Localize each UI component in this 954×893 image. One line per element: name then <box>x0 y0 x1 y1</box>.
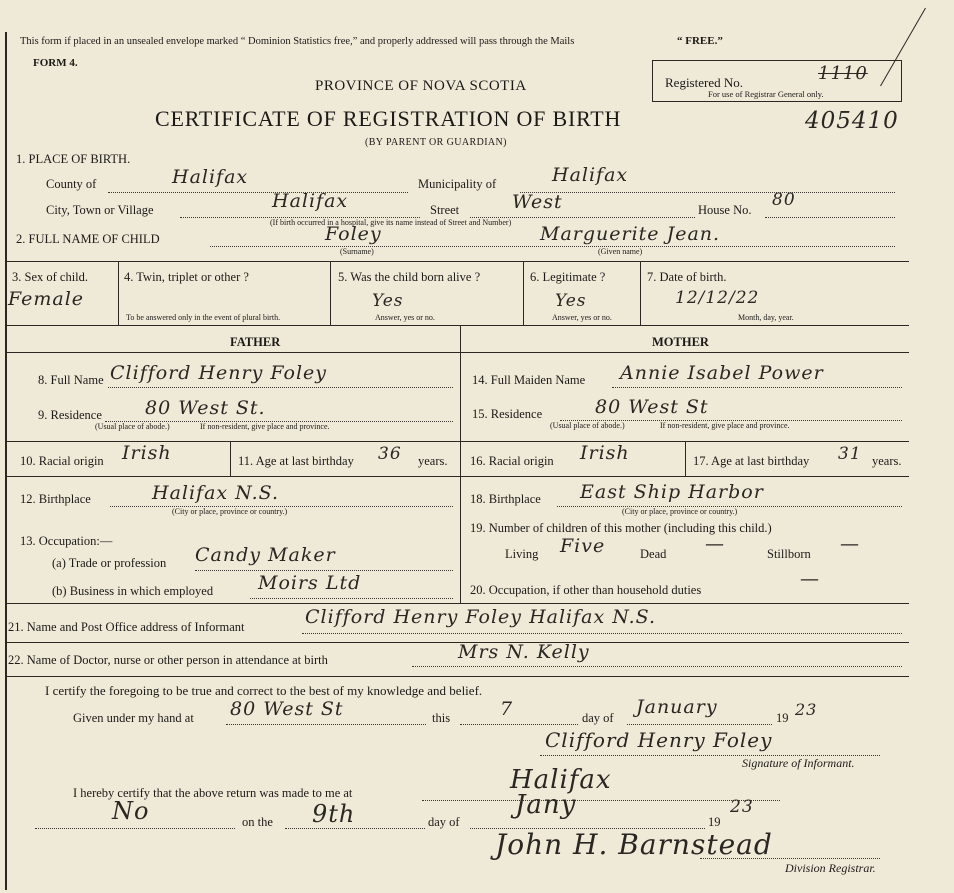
full-name-child-label: 2. FULL NAME OF CHILD <box>16 232 160 246</box>
made-at-line <box>422 800 780 801</box>
father-racial-label: 10. Racial origin <box>20 454 104 468</box>
left-line <box>35 828 235 829</box>
street-label: Street <box>430 203 460 217</box>
mother-residence-label: 15. Residence <box>472 407 543 421</box>
municipality-label: Municipality of <box>418 177 497 191</box>
made-year-value: 23 <box>730 797 754 817</box>
mother-maiden-label: 14. Full Maiden Name <box>472 373 586 387</box>
business-label: (b) Business in which employed <box>52 584 214 598</box>
father-name-value: Clifford Henry Foley <box>110 362 328 384</box>
mother-maiden-value: Annie Isabel Power <box>620 362 824 384</box>
city-value: Halifax <box>272 190 349 212</box>
registered-number: 1110 <box>818 63 868 84</box>
made-day-line <box>285 828 425 829</box>
date-of-birth-label: 7. Date of birth. <box>647 270 727 284</box>
given-at-value: 80 West St <box>230 698 344 720</box>
doctor-label: 22. Name of Doctor, nurse or other person in attendance at birth <box>8 653 328 667</box>
house-no-line <box>765 217 895 218</box>
place-of-birth-label: 1. PLACE OF BIRTH. <box>16 152 131 166</box>
registration-no-mark: No <box>112 797 150 825</box>
day-of-label: day of <box>582 711 614 725</box>
given-under-label: Given under my hand at <box>73 711 194 725</box>
child-given-name: Marguerite Jean. <box>540 223 721 245</box>
county-line <box>108 192 408 193</box>
father-age-label: 11. Age at last birthday <box>238 454 354 468</box>
rule <box>6 676 909 677</box>
mail-free: “ FREE.” <box>677 35 723 47</box>
business-value: Moirs Ltd <box>258 572 362 594</box>
this-label: this <box>432 711 451 725</box>
father-residence-label: 9. Residence <box>38 408 102 422</box>
father-name-label: 8. Full Name <box>38 373 104 387</box>
informant-line <box>302 633 902 634</box>
municipality-line <box>520 192 895 193</box>
divider <box>118 261 119 325</box>
made-day-value: 9th <box>312 800 356 828</box>
given-day-line <box>460 724 578 725</box>
county-value: Halifax <box>172 166 249 188</box>
mother-birthplace-label: 18. Birthplace <box>470 492 541 506</box>
division-registrar-label: Division Registrar. <box>785 861 876 875</box>
given-name-note: (Given name) <box>598 247 643 256</box>
given-year-value: 23 <box>795 700 818 719</box>
mother-nonresident-note: If non-resident, give place and province. <box>660 421 790 430</box>
twin-label: 4. Twin, triplet or other ? <box>124 270 249 284</box>
signature-informant-label: Signature of Informant. <box>742 756 855 770</box>
father-abode-note: (Usual place of abode.) <box>95 422 170 431</box>
rule-bottom-row <box>6 325 909 326</box>
born-alive-label: 5. Was the child born alive ? <box>338 270 481 284</box>
made-at-value: Halifax <box>510 765 612 795</box>
twin-note: To be answered only in the event of plural birth. <box>126 313 281 322</box>
registered-box <box>652 60 902 102</box>
children-label: 19. Number of children of this mother (including this child.) <box>470 521 772 535</box>
born-alive-value: Yes <box>372 291 404 311</box>
business-line <box>250 598 453 599</box>
divider <box>640 261 641 325</box>
father-heading: FATHER <box>230 335 281 349</box>
form-number: FORM 4. <box>33 57 78 69</box>
day-of-label-2: day of <box>428 815 460 829</box>
year-prefix-2: 19 <box>708 815 721 829</box>
living-value: Five <box>560 535 606 557</box>
province-heading: PROVINCE OF NOVA SCOTIA <box>315 78 527 94</box>
divider <box>330 261 331 325</box>
registrar-signature-line <box>700 858 880 859</box>
column-divider <box>460 325 461 603</box>
child-name-line <box>210 246 895 247</box>
rule <box>6 476 909 477</box>
father-residence-value: 80 West St. <box>145 397 266 419</box>
surname-note: (Surname) <box>340 247 374 256</box>
child-surname: Foley <box>325 223 382 245</box>
given-month-line <box>627 724 772 725</box>
mother-abode-note: (Usual place of abode.) <box>550 421 625 430</box>
father-years: years. <box>418 454 448 468</box>
father-name-line <box>108 387 453 388</box>
rule-top-row <box>6 261 909 262</box>
county-label: County of <box>46 177 97 191</box>
mother-birthplace-note: (City or place, province or country.) <box>622 507 738 516</box>
mother-heading: MOTHER <box>652 335 709 349</box>
doctor-value: Mrs N. Kelly <box>458 641 590 663</box>
father-age-value: 36 <box>378 444 402 464</box>
street-value: West <box>512 191 563 213</box>
doctor-line <box>412 666 902 667</box>
certificate-subtitle: (BY PARENT OR GUARDIAN) <box>365 137 507 148</box>
mother-residence-value: 80 West St <box>595 396 709 418</box>
legitimate-note: Answer, yes or no. <box>552 313 612 322</box>
mother-age-label: 17. Age at last birthday <box>693 454 810 468</box>
stillborn-label: Stillborn <box>767 547 811 561</box>
mother-birthplace-value: East Ship Harbor <box>580 481 764 503</box>
given-month-value: January <box>636 696 718 718</box>
made-month-value: Jany <box>515 790 577 820</box>
divider <box>230 441 231 476</box>
given-day-value: 7 <box>500 698 514 720</box>
father-birthplace-note: (City or place, province or country.) <box>172 507 288 516</box>
divider <box>523 261 524 325</box>
mother-maiden-line <box>612 387 902 388</box>
given-at-line <box>226 724 426 725</box>
mother-racial-label: 16. Racial origin <box>470 454 554 468</box>
informant-label: 21. Name and Post Office address of Informant <box>8 620 245 634</box>
dead-label: Dead <box>640 547 667 561</box>
father-racial-value: Irish <box>122 442 172 464</box>
house-no-label: House No. <box>698 203 752 217</box>
date-note: Month, day, year. <box>738 313 794 322</box>
mail-notice: This form if placed in an unsealed envelope marked “ Dominion Statistics free,” and properly addressed will pass through the Mails <box>20 36 575 47</box>
informant-signature: Clifford Henry Foley <box>545 728 773 752</box>
registrar-note: For use of Registrar General only. <box>708 89 824 99</box>
father-nonresident-note: If non-resident, give place and province. <box>200 422 330 431</box>
sex-label: 3. Sex of child. <box>12 270 89 284</box>
legitimate-value: Yes <box>555 291 587 311</box>
stillborn-value: — <box>840 533 860 555</box>
date-of-birth-value: 12/12/22 <box>675 288 760 308</box>
hereby-label: I hereby certify that the above return was made to me at <box>73 786 353 800</box>
mother-years: years. <box>872 454 902 468</box>
rule-parents <box>6 352 909 353</box>
trade-label: (a) Trade or profession <box>52 556 167 570</box>
rule <box>6 603 909 604</box>
year-prefix: 19 <box>776 711 789 725</box>
trade-line <box>195 570 453 571</box>
municipality-value: Halifax <box>552 164 629 186</box>
mother-occupation-value: — <box>800 568 820 590</box>
occupation-label: 13. Occupation:— <box>20 534 113 548</box>
father-birthplace-value: Halifax N.S. <box>152 482 279 504</box>
certify-statement: I certify the foregoing to be true and correct to the best of my knowledge and belief. <box>45 683 483 698</box>
living-label: Living <box>505 547 539 561</box>
dead-value: — <box>705 533 725 555</box>
registrar-signature: John H. Barnstead <box>495 828 773 861</box>
house-no-value: 80 <box>772 190 796 210</box>
on-the-label: on the <box>242 815 273 829</box>
divider <box>685 441 686 476</box>
side-registration-number: 405410 <box>805 108 899 134</box>
born-alive-note: Answer, yes or no. <box>375 313 435 322</box>
informant-value: Clifford Henry Foley Halifax N.S. <box>305 606 657 628</box>
trade-value: Candy Maker <box>195 544 336 566</box>
registered-label: Registered No. <box>665 75 743 90</box>
sex-value: Female <box>8 288 85 310</box>
legitimate-label: 6. Legitimate ? <box>530 270 606 284</box>
mother-occupation-label: 20. Occupation, if other than household duties <box>470 583 702 597</box>
mother-racial-value: Irish <box>580 442 630 464</box>
city-label: City, Town or Village <box>46 203 154 217</box>
hospital-note: (If birth occurred in a hospital, give its name instead of Street and Number) <box>270 218 512 227</box>
mother-age-value: 31 <box>838 444 862 464</box>
certificate-title: CERTIFICATE OF REGISTRATION OF BIRTH <box>155 106 622 131</box>
father-birthplace-label: 12. Birthplace <box>20 492 91 506</box>
